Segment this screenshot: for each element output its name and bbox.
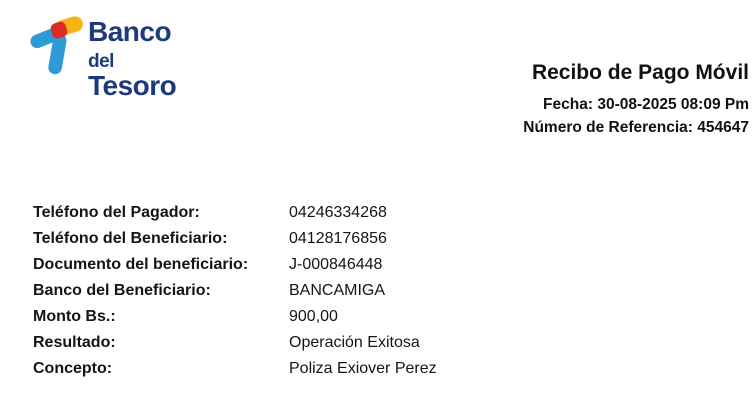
- table-row-payer-phone: [33, 200, 733, 226]
- bank-name-line1: Banco: [88, 16, 172, 47]
- beneficiary-bank-value: BANCAMIGA: [289, 282, 386, 299]
- beneficiary-phone-label: Teléfono del Beneficiario:: [33, 230, 228, 247]
- bank-name-tesoro: Tesoro: [88, 70, 177, 101]
- table-row-beneficiary-phone: [33, 226, 733, 252]
- date-label: Fecha:: [543, 96, 594, 113]
- concept-label: Concepto:: [33, 360, 113, 377]
- beneficiary-document-label: Documento del beneficiario:: [33, 256, 249, 273]
- amount-value: 900,00: [289, 308, 338, 325]
- receipt-reference-line: [523, 116, 749, 139]
- result-label: Resultado:: [33, 334, 116, 351]
- beneficiary-phone-value: 04128176856: [289, 230, 387, 247]
- table-row-amount: [33, 304, 733, 330]
- payer-phone-value: 04246334268: [289, 204, 387, 221]
- bank-logo: [30, 8, 177, 101]
- table-row-concept: [33, 356, 733, 382]
- beneficiary-bank-label: Banco del Beneficiario:: [33, 282, 211, 299]
- date-value: 30-08-2025 08:09 Pm: [597, 96, 749, 113]
- table-row-beneficiary-bank: [33, 278, 733, 304]
- reference-label: Número de Referencia:: [523, 119, 693, 136]
- bank-name-line2: [88, 44, 176, 100]
- receipt-header: [523, 61, 749, 139]
- bank-name-del: del: [88, 51, 114, 72]
- bank-logo-text: [88, 18, 176, 100]
- beneficiary-document-value: J-000846448: [289, 256, 383, 273]
- reference-value: 454647: [697, 119, 749, 136]
- bank-logo-icon: [30, 8, 88, 76]
- table-row-result: [33, 330, 733, 356]
- receipt-date-line: [523, 93, 749, 116]
- payment-details: [33, 200, 733, 382]
- table-row-beneficiary-document: [33, 252, 733, 278]
- result-value: Operación Exitosa: [289, 334, 420, 351]
- amount-label: Monto Bs.:: [33, 308, 116, 325]
- receipt-title: Recibo de Pago Móvil: [531, 61, 749, 84]
- concept-value: Poliza Exiover Perez: [289, 360, 437, 377]
- payer-phone-label: Teléfono del Pagador:: [33, 204, 200, 221]
